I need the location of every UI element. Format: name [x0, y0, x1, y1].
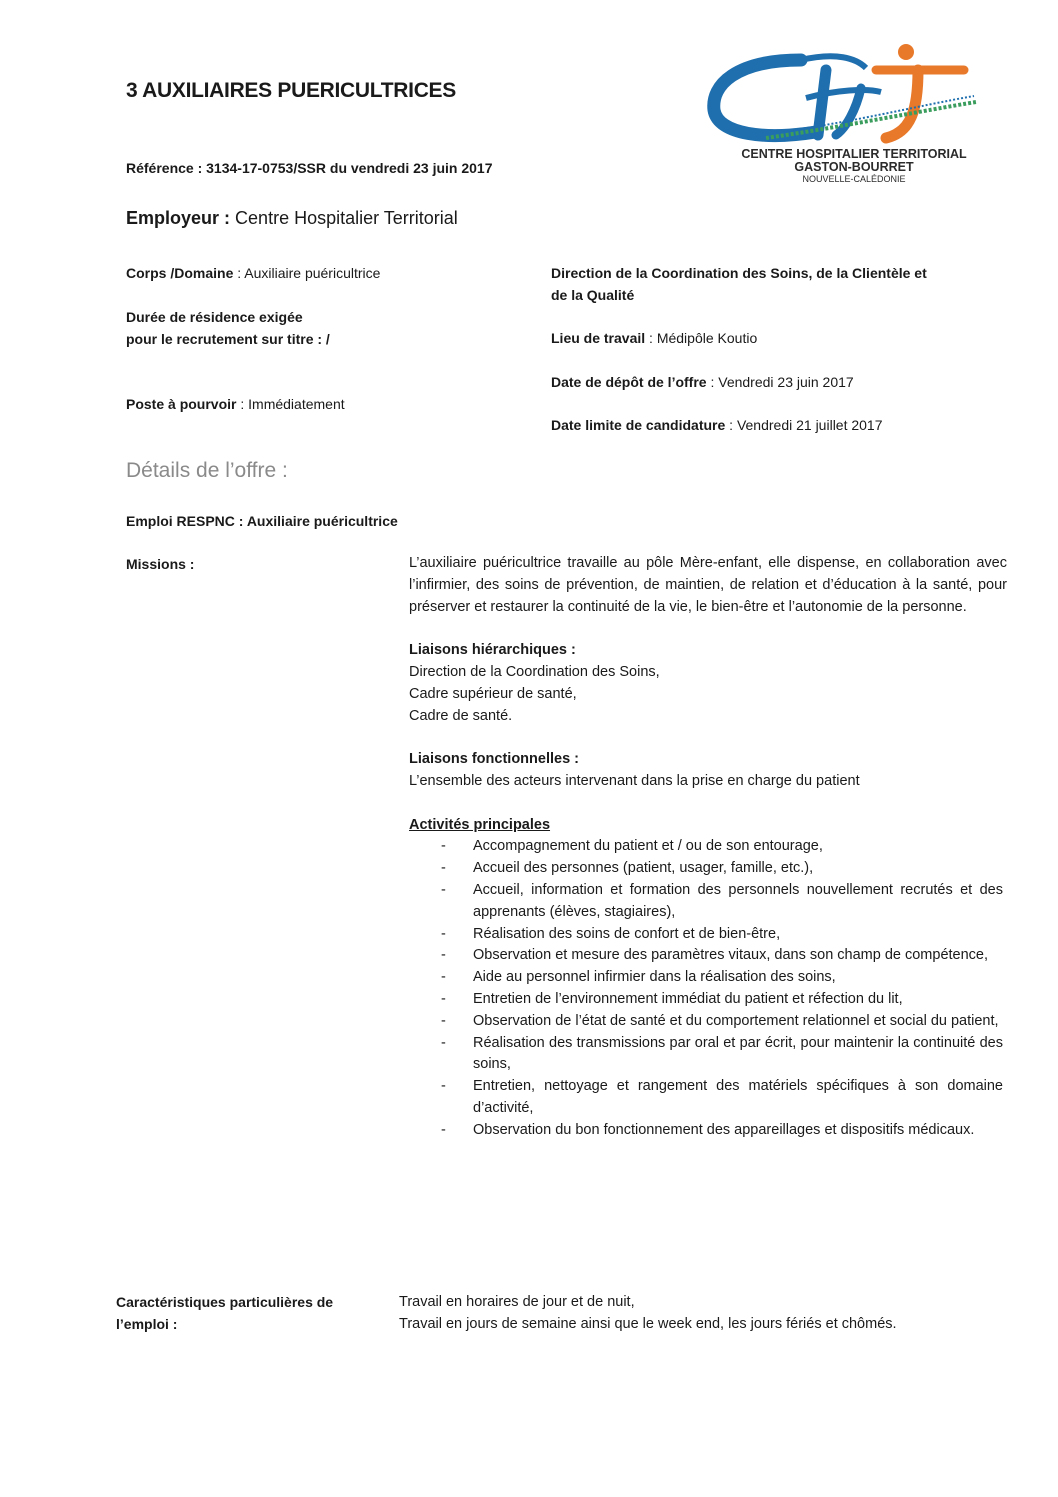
- direction-line-1: Direction de la Coordination des Soins, de la Clientèle et: [551, 265, 927, 281]
- caracteristiques-label-2: l’emploi :: [116, 1315, 178, 1332]
- functional-heading: Liaisons fonctionnelles :: [409, 751, 579, 768]
- list-item: - Observation de l’état de santé et du comportement relationnel et social du patient,: [409, 1011, 1003, 1033]
- logo-line-1: CENTRE HOSPITALIER TERRITORIAL: [741, 147, 967, 161]
- logo-line-3: NOUVELLE-CALÉDONIE: [802, 174, 906, 184]
- hospital-logo: [706, 40, 996, 200]
- poste-label: Poste à pourvoir: [126, 396, 237, 412]
- depot-value: : Vendredi 23 juin 2017: [706, 374, 854, 390]
- date-depot: [551, 372, 854, 394]
- missions-label: Missions :: [126, 556, 195, 572]
- list-item: - Réalisation des transmissions par oral et par écrit, pour maintenir la continuité des soins,: [409, 1033, 1003, 1077]
- caracteristiques-label: [116, 1292, 333, 1336]
- logo-line-2: GASTON-BOURRET: [794, 160, 914, 174]
- emploi-line: Emploi RESPNC : Auxiliaire puéricultrice: [126, 513, 398, 529]
- depot-label: Date de dépôt de l’offre: [551, 374, 707, 390]
- caracteristiques-label-1: Caractéristiques particulières de: [116, 1294, 334, 1310]
- list-item: - Observation du bon fonctionnement des appareillages et dispositifs médicaux.: [409, 1120, 1003, 1142]
- duree-line-2: pour le recrutement sur titre : /: [126, 330, 330, 347]
- missions-content: [409, 553, 1007, 1142]
- lieu-label: Lieu de travail: [551, 330, 646, 346]
- duree-line-1: Durée de résidence exigée: [126, 309, 303, 325]
- poste-value: : Immédiatement: [236, 396, 345, 412]
- list-item: - Entretien, nettoyage et rangement des matériels spécifiques à son domaine d’activité,: [409, 1076, 1003, 1120]
- corps-label: Corps /Domaine: [126, 265, 234, 281]
- limite-label: Date limite de candidature: [551, 417, 726, 433]
- functional-text: L’ensemble des acteurs intervenant dans la prise en charge du patient: [409, 772, 860, 789]
- hierarchy-item: Cadre supérieur de santé,: [409, 685, 577, 702]
- activities-list: [409, 836, 1007, 1141]
- list-item: - Accueil, information et formation des personnels nouvellement recrutés et des apprenants (élèves, stagiaires),: [409, 880, 1003, 924]
- direction-block: [551, 263, 927, 307]
- list-item: - Observation et mesure des paramètres vitaux, dans son champ de compétence,: [409, 945, 1003, 967]
- direction-line-2: de la Qualité: [551, 286, 635, 303]
- date-limite: [551, 415, 883, 437]
- poste-a-pourvoir: [126, 394, 345, 416]
- lieu-value: : Médipôle Koutio: [645, 330, 758, 346]
- employer-line: [126, 208, 458, 229]
- lieu-de-travail: [551, 328, 757, 350]
- page-title: 3 AUXILIAIRES PUERICULTRICES: [126, 79, 456, 102]
- caracteristiques-line-1: Travail en horaires de jour et de nuit,: [399, 1294, 635, 1310]
- reference-line: Référence : 3134-17-0753/SSR du vendredi 23 juin 2017: [126, 160, 493, 176]
- hierarchy-item: Cadre de santé.: [409, 707, 513, 724]
- list-item: - Réalisation des soins de confort et de bien-être,: [409, 924, 1003, 946]
- missions-intro: L’auxiliaire puéricultrice travaille au pôle Mère-enfant, elle dispense, en collaboration avec l’infirmier, des soins de prévention, de maintien, de relation et d’éducation à la santé, pour préserver et restaurer la continuité de la vie, le bien-être et l’autonomie de la personne.: [409, 555, 1007, 615]
- caracteristiques-line-2: Travail en jours de semaine ainsi que le week end, les jours fériés et chômés.: [399, 1315, 897, 1332]
- hierarchy-heading: Liaisons hiérarchiques :: [409, 642, 576, 659]
- activities-heading: Activités principales: [409, 816, 551, 833]
- list-item: - Accueil des personnes (patient, usager, famille, etc.),: [409, 858, 1003, 880]
- limite-value: : Vendredi 21 juillet 2017: [725, 417, 883, 433]
- employer-value: Centre Hospitalier Territorial: [235, 208, 458, 228]
- corps-value: : Auxiliaire puéricultrice: [233, 265, 381, 281]
- hierarchy-item: Direction de la Coordination des Soins,: [409, 663, 660, 680]
- duree-residence: [126, 307, 330, 351]
- employer-label: Employeur :: [126, 208, 231, 228]
- list-item: - Aide au personnel infirmier dans la réalisation des soins,: [409, 967, 1003, 989]
- caracteristiques-text: [399, 1292, 897, 1336]
- corps-domaine: [126, 263, 380, 285]
- details-heading: Détails de l’offre :: [126, 459, 288, 482]
- list-item: - Accompagnement du patient et / ou de son entourage,: [409, 836, 1003, 858]
- list-item: - Entretien de l’environnement immédiat du patient et réfection du lit,: [409, 989, 1003, 1011]
